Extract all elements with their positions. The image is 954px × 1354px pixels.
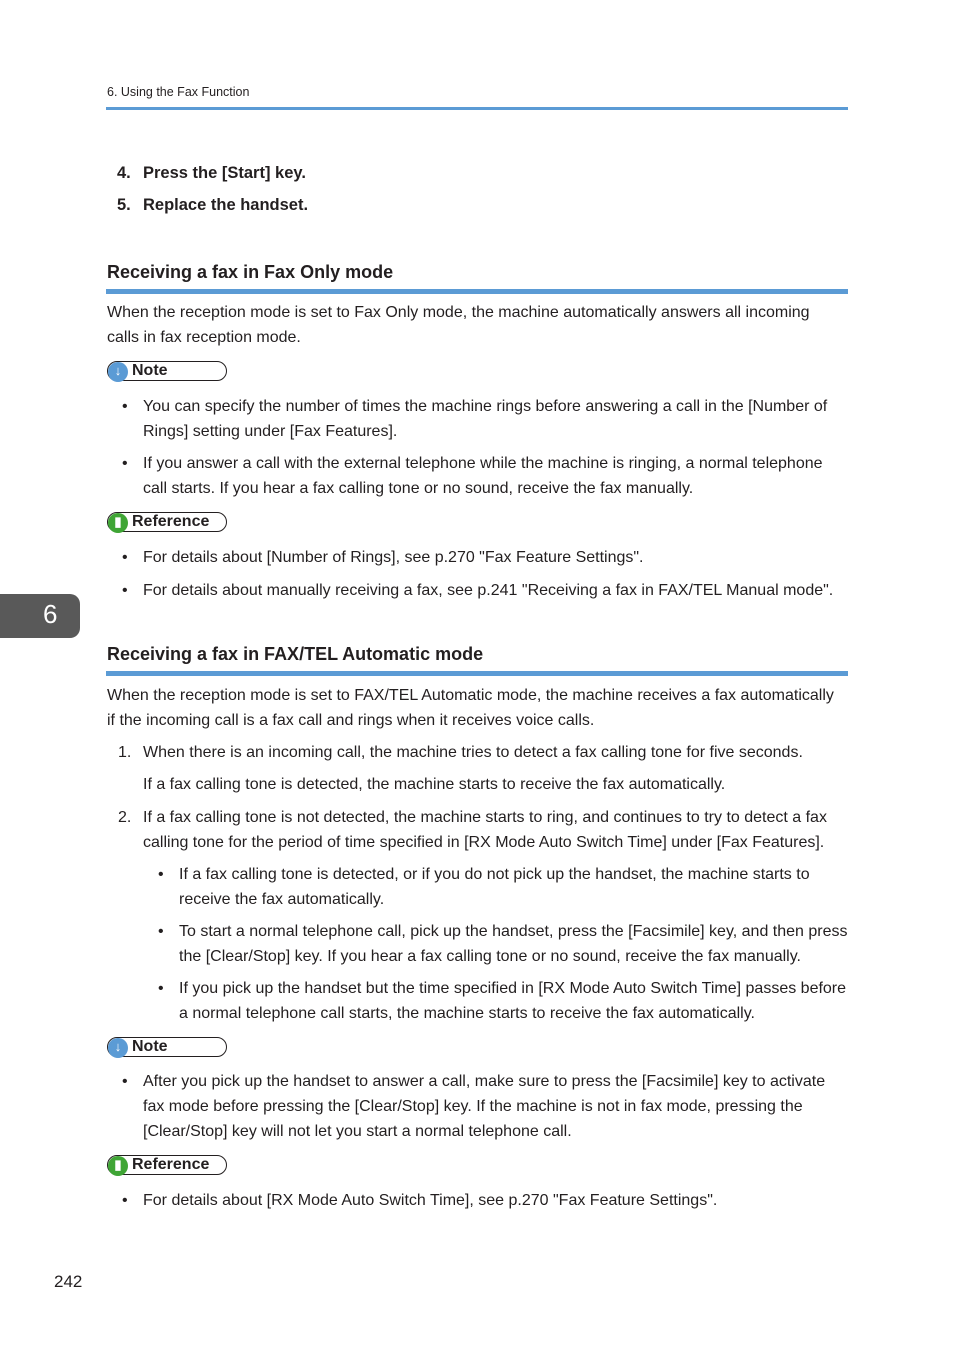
bullet-icon: • [122, 1192, 128, 1209]
list-item [107, 578, 867, 611]
reference-label: Reference [132, 1156, 210, 1173]
list-item-line: If you answer a call with the external telephone while the machine is ringing, a normal telephone [143, 455, 823, 472]
page-number: 242 [54, 1272, 83, 1291]
bullet-icon: • [122, 1073, 128, 1090]
list-item [143, 976, 863, 1033]
list-item-line: a normal telephone call starts, the machine starts to receive the fax automatically. [179, 1005, 755, 1022]
list-item [143, 862, 863, 919]
list-item-line: If you pick up the handset but the time specified in [RX Mode Auto Switch Time] passes before [179, 980, 847, 997]
paragraph-line: calls in fax reception mode. [107, 329, 301, 346]
list-item-subtext: If a fax calling tone is detected, the machine starts to receive the fax automatically. [143, 776, 726, 793]
down-arrow-icon: ↓ [108, 362, 128, 382]
reference-badge [107, 512, 227, 532]
list-item-line: [Clear/Stop] key will not let you start a normal telephone call. [143, 1123, 572, 1140]
reference-list [107, 1188, 847, 1221]
reference-link[interactable]: For details about [Number of Rings], see p.270 "Fax Feature Settings". [143, 549, 644, 566]
note-label: Note [132, 362, 168, 379]
paragraph-line: if the incoming call is a fax call and rings when it receives voice calls. [107, 712, 595, 729]
chapter-tab [0, 594, 80, 638]
list-item [107, 394, 847, 451]
bullet-icon: • [122, 582, 128, 599]
note-badge [107, 1037, 227, 1057]
list-item [143, 919, 863, 976]
list-item-line: If a fax calling tone is detected, or if you do not pick up the handset, the machine starts to [179, 866, 810, 883]
list-item-line: receive the fax automatically. [179, 891, 385, 908]
list-item-line: Rings] setting under [Fax Features]. [143, 423, 398, 440]
header-rule [106, 107, 848, 110]
list-item [107, 451, 847, 508]
paragraph-line: When the reception mode is set to Fax Only mode, the machine automatically answers all incoming [107, 304, 810, 321]
bullet-icon: • [122, 455, 128, 472]
note-label: Note [132, 1038, 168, 1055]
bullet-icon: • [122, 398, 128, 415]
step-number: 5. [117, 196, 131, 214]
list-item-line: When there is an incoming call, the machine tries to detect a fax calling tone for five seconds. [143, 744, 803, 761]
section-rule [106, 289, 848, 294]
list-item [107, 545, 867, 578]
step-text: Replace the handset. [143, 196, 309, 214]
step-text: Press the [Start] key. [143, 164, 306, 182]
bullet-icon: • [158, 866, 164, 883]
section-title: Receiving a fax in FAX/TEL Automatic mode [107, 644, 484, 664]
note-badge [107, 361, 227, 381]
list-item [107, 1188, 847, 1221]
item-number: 2. [118, 809, 132, 826]
list-item-line: After you pick up the handset to answer a call, make sure to press the [Facsimile] key to activate [143, 1073, 826, 1090]
list-item-line: To start a normal telephone call, pick up the handset, press the [Facsimile] key, and then press [179, 923, 848, 940]
down-arrow-icon: ↓ [108, 1038, 128, 1058]
step-number: 4. [117, 164, 131, 182]
list-item-line: You can specify the number of times the machine rings before answering a call in the [Number of [143, 398, 828, 415]
list-item-line: If a fax calling tone is not detected, the machine starts to ring, and continues to try to detect a fax [143, 809, 827, 826]
paragraph-line: When the reception mode is set to FAX/TEL Automatic mode, the machine receives a fax automatically [107, 687, 834, 704]
section-rule [106, 671, 848, 676]
note-list [107, 394, 847, 508]
reference-list [107, 545, 867, 611]
section-title: Receiving a fax in Fax Only mode [107, 262, 394, 282]
chapter-number: 6 [43, 599, 58, 629]
sub-bullet-list [143, 862, 863, 1033]
bullet-icon: • [158, 923, 164, 940]
note-list [107, 1069, 847, 1149]
paragraph [107, 683, 834, 733]
item-number: 1. [118, 744, 132, 761]
running-head: 6. Using the Fax Function [107, 85, 250, 99]
reference-badge [107, 1155, 227, 1175]
bullet-icon: • [158, 980, 164, 997]
document-icon: ▮ [108, 1156, 128, 1176]
list-item-line: fax mode before pressing the [Clear/Stop] key. If the machine is not in fax mode, pressing the [143, 1098, 803, 1115]
bullet-icon: • [122, 549, 128, 566]
list-item-line: the [Clear/Stop] key. If you hear a fax calling tone or no sound, receive the fax manually. [179, 948, 801, 965]
paragraph [107, 300, 810, 350]
reference-link[interactable]: For details about [RX Mode Auto Switch Time], see p.270 "Fax Feature Settings". [143, 1192, 718, 1209]
list-item [107, 1069, 847, 1149]
reference-label: Reference [132, 513, 210, 530]
reference-link[interactable]: For details about manually receiving a fax, see p.241 "Receiving a fax in FAX/TEL Manual mode". [143, 582, 834, 599]
list-item-line: call starts. If you hear a fax calling tone or no sound, receive the fax manually. [143, 480, 694, 497]
document-icon: ▮ [108, 513, 128, 533]
list-item-line: calling tone for the period of time specified in [RX Mode Auto Switch Time] under [Fax Features]. [143, 834, 825, 851]
